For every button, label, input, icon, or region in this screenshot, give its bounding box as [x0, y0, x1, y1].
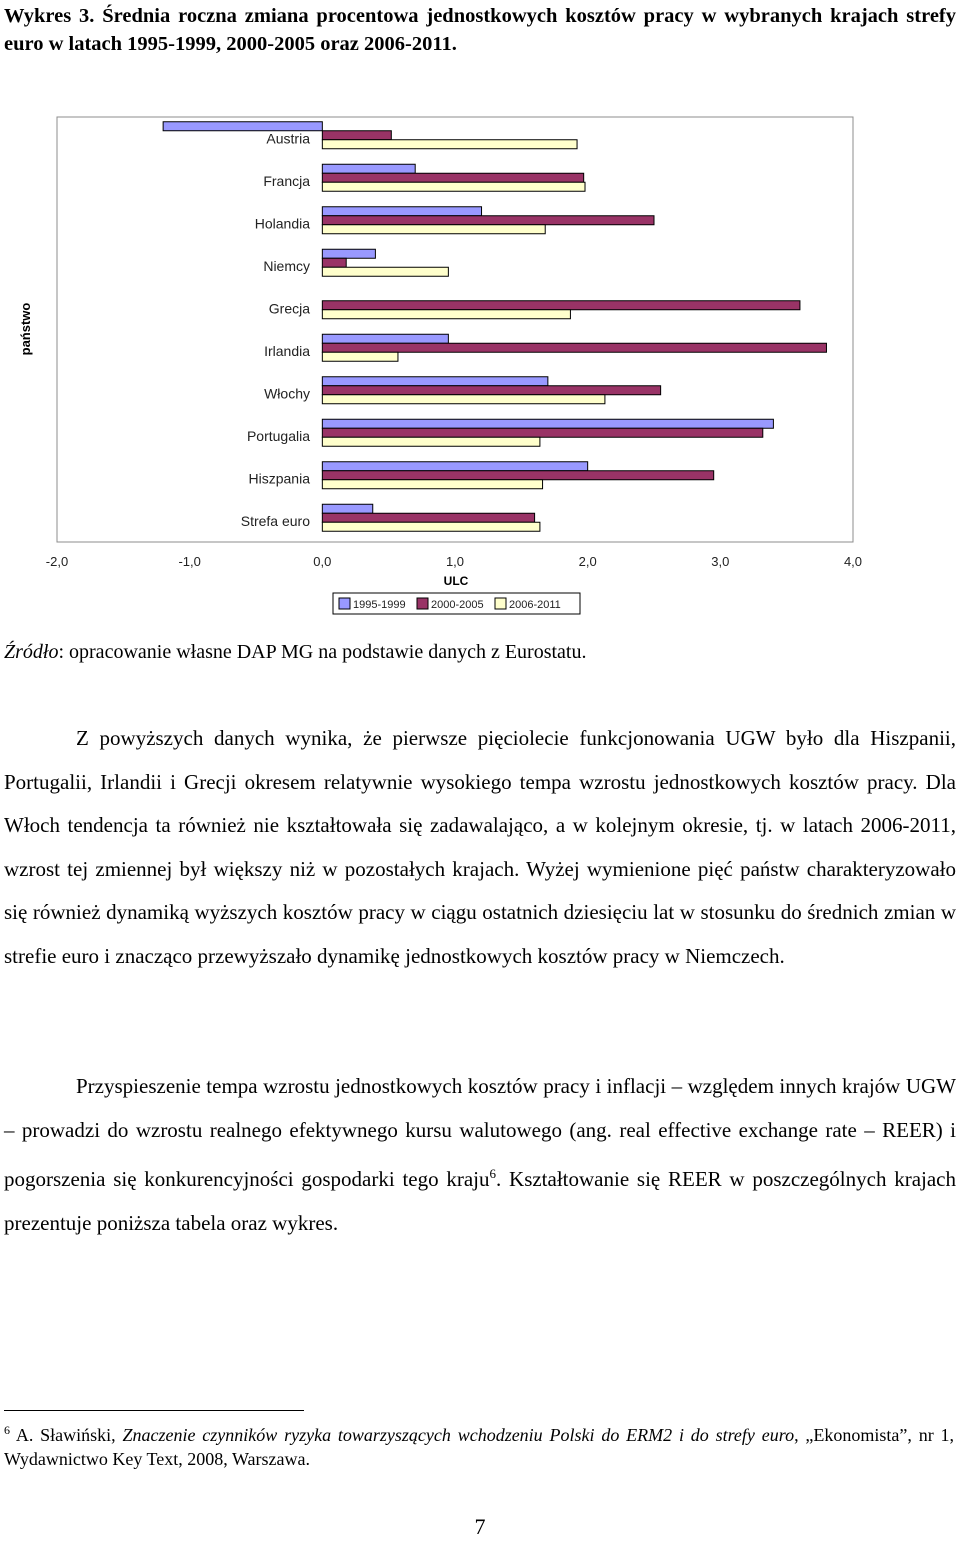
bar-1995-1999-Francja	[322, 164, 415, 173]
category-label: Włochy	[264, 385, 310, 402]
paragraph-1-text: Z powyższych danych wynika, że pierwsze pięciolecie funkcjonowania UGW było dla Hiszpanii, Portugalii, Irlandii i Grecji okresem relatywnie wysokiego tempa wzrostu jednostkowych kosztów pracy. Dla Włoch tendencja ta również nie kształtowała się zadawalająco, a w kolejnym okresie, tj. w latach 2006-2011, wzrost tej zmiennej był większy niż w pozostałych krajach. Wyżej wymienione pięć państw charakteryzowało się również dynamiką wyższych kosztów pracy w ciągu ostatnich dziesięciu lat w stosunku do średnich zmian w strefie euro i znacząco przewyższało dynamikę jednostkowych kosztów pracy w Niemczech.	[4, 726, 956, 968]
legend-swatch	[495, 598, 506, 609]
category-label: Grecja	[268, 300, 310, 317]
bar-1995-1999-Strefa euro	[322, 504, 372, 513]
bar-2000-2005-Irlandia	[322, 343, 826, 352]
x-tick-label: -1,0	[178, 554, 201, 569]
bar-2006-2011-Hiszpania	[322, 480, 542, 489]
bar-2006-2011-Niemcy	[322, 267, 448, 276]
x-tick-label: 1,0	[445, 554, 465, 569]
paragraph-2-text-a: Przyspieszenie tempa wzrostu jednostkowych kosztów pracy i inflacji – względem innych krajów UGW – prowadzi do wzrostu realnego efektywnego kursu walutowego (ang. real effective exchange rate – REER) i pogorszenia się konkurencyjności gospodarki tego kraju	[4, 1074, 956, 1191]
legend-label: 1995-1999	[353, 599, 406, 611]
y-axis-label: państwo	[18, 302, 33, 356]
bar-1995-1999-Portugalia	[322, 419, 773, 428]
source-label: Źródło	[4, 641, 59, 663]
bar-2006-2011-Strefa euro	[322, 522, 540, 531]
page-number: 7	[474, 1514, 486, 1539]
ulc-bar-chart	[0, 100, 960, 630]
figure-caption: Wykres 3. Średnia roczna zmiana procentowa jednostkowych kosztów pracy w wybranych krajach strefy euro w latach 1995-1999, 2000-2005 oraz 2006-2011.	[4, 5, 956, 55]
paragraph-2	[4, 1065, 956, 1245]
bar-2000-2005-Austria	[322, 131, 391, 140]
paragraph-2-text-b: . Kształtowanie się REER w poszczególnych krajach prezentuje poniższa tabela oraz wykres.	[4, 1167, 957, 1235]
bar-2006-2011-Francja	[322, 182, 585, 191]
bar-2006-2011-Irlandia	[322, 352, 398, 361]
bar-2006-2011-Portugalia	[322, 437, 540, 446]
bar-2000-2005-Francja	[322, 173, 583, 182]
x-axis-label: ULC	[443, 574, 469, 588]
bar-2000-2005-Włochy	[322, 386, 660, 395]
category-label: Niemcy	[263, 257, 310, 274]
category-label: Hiszpania	[248, 470, 310, 487]
legend-label: 2006-2011	[509, 599, 561, 611]
x-tick-label: 3,0	[711, 554, 730, 569]
legend	[333, 593, 580, 614]
footnote-number: 6	[4, 1423, 10, 1437]
category-label: Francja	[263, 172, 310, 189]
footnote-reference: 6	[489, 1166, 497, 1181]
x-tick-labels	[46, 554, 862, 569]
bar-1995-1999-Niemcy	[322, 249, 375, 258]
bar-1995-1999-Holandia	[322, 207, 481, 216]
footnote	[4, 1418, 954, 1471]
legend-swatch	[417, 598, 428, 609]
bar-2000-2005-Niemcy	[322, 258, 346, 267]
bar-1995-1999-Hiszpania	[322, 462, 587, 471]
bar-2000-2005-Strefa euro	[322, 513, 534, 522]
x-tick-label: 2,0	[578, 554, 597, 569]
x-tick-label: -2,0	[45, 554, 69, 569]
category-labels	[241, 130, 310, 529]
category-label: Irlandia	[264, 342, 310, 359]
footnote-author: A. Sławiński,	[10, 1425, 123, 1445]
paragraph-1	[4, 717, 956, 978]
bar-2006-2011-Grecja	[322, 310, 570, 319]
bar-2000-2005-Holandia	[322, 216, 654, 225]
x-tick-label: 4,0	[843, 554, 863, 569]
footnote-rest: , „Ekonomista”, nr 1, Wydawnictwo Key Text, 2008, Warszawa.	[4, 1425, 955, 1469]
category-label: Austria	[266, 130, 310, 147]
category-label: Strefa euro	[240, 512, 310, 529]
x-tick-label: 0,0	[313, 554, 332, 569]
source-text: : opracowanie własne DAP MG na podstawie danych z Eurostatu.	[58, 641, 587, 663]
source-note	[4, 638, 586, 666]
bar-2006-2011-Holandia	[322, 225, 545, 234]
bar-2000-2005-Hiszpania	[322, 471, 713, 480]
bar-2000-2005-Grecja	[322, 301, 800, 310]
legend-label: 2000-2005	[431, 599, 484, 611]
bar-2006-2011-Austria	[322, 140, 577, 149]
bar-2006-2011-Włochy	[322, 395, 605, 404]
bar-2000-2005-Portugalia	[322, 428, 762, 437]
bar-1995-1999-Irlandia	[322, 334, 448, 343]
footnote-separator	[4, 1410, 304, 1411]
legend-swatch	[339, 598, 350, 609]
category-label: Portugalia	[246, 427, 310, 444]
bar-1995-1999-Włochy	[322, 377, 548, 386]
footnote-title: Znaczenie czynników ryzyka towarzyszących wchodzeniu Polski do ERM2 i do strefy euro	[122, 1425, 795, 1445]
category-label: Holandia	[254, 215, 310, 232]
